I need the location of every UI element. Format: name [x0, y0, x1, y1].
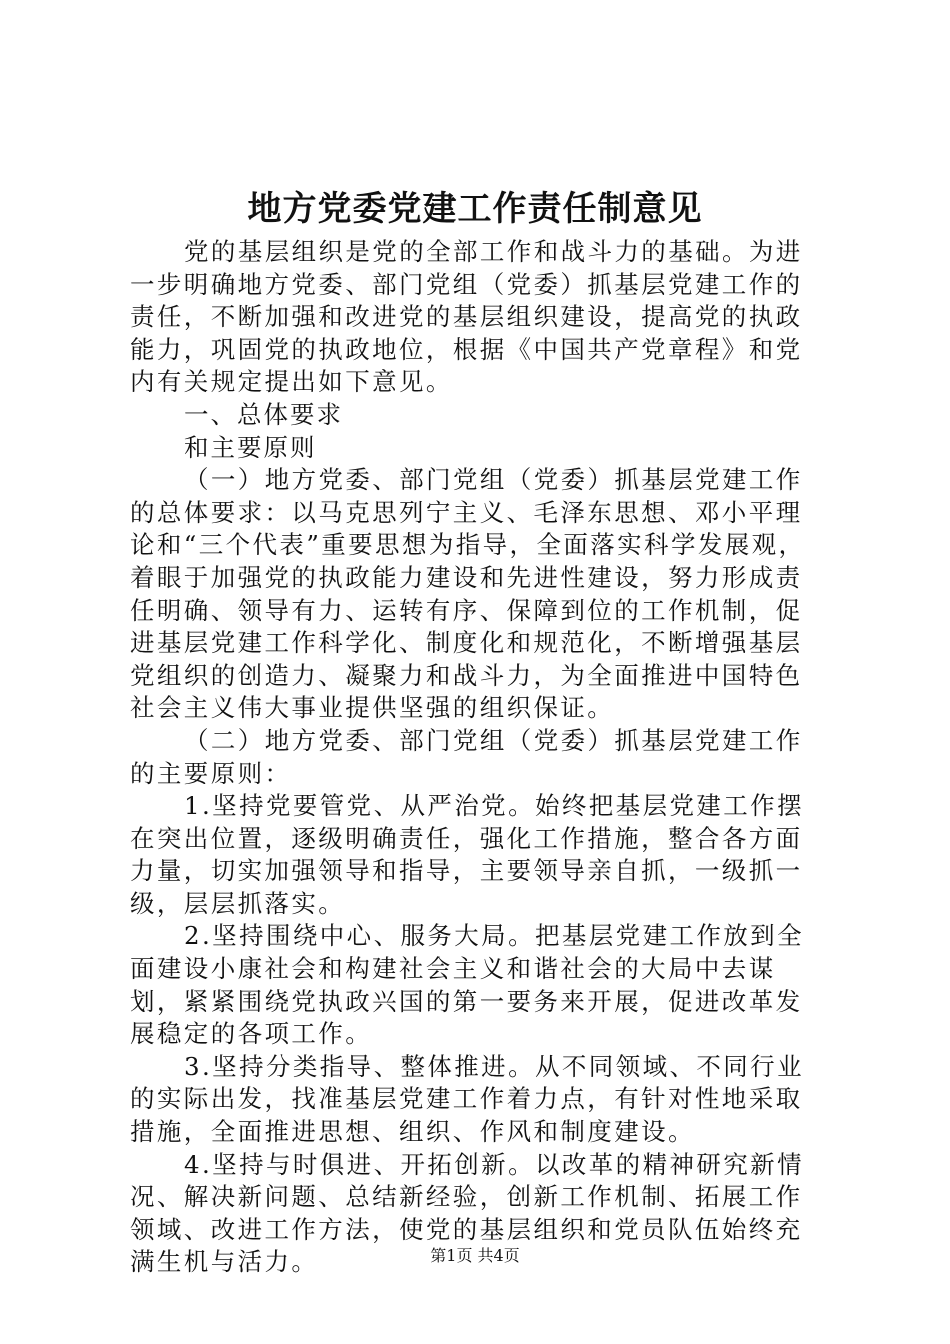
page-footer: 第1页 共4页 — [430, 1246, 520, 1265]
document-body — [130, 236, 826, 1279]
principle-item-2: 2.坚持围绕中心、服务大局。把基层党建工作放到全面建设小康社会和构建社会主义和谐社会的大局中去谋划，紧紧围绕党执政兴国的第一要务来开展，促进改革发展稳定的各项工作。 — [130, 921, 804, 1049]
section-heading: 一、总体要求 — [184, 399, 343, 429]
document-title: 地方党委党建工作责任制意见 — [247, 189, 703, 229]
general-requirements-paragraph: （一）地方党委、部门党组（党委）抓基层党建工作的总体要求：以马克思列宁主义、毛泽东思想、邓小平理论和“三个代表”重要思想为指导，全面落实科学发展观，着眼于加强党的执政能力建设和先进性建设，努力形成责任明确、领导有力、运转有序、保障到位的工作机制，促进基层党建工作科学化、制度化和规范化，不断增强基层党组织的创造力、凝聚力和战斗力，为全面推进中国特色社会主义伟大事业提供坚强的组织保证。 — [130, 465, 806, 723]
intro-paragraph: 党的基层组织是党的全部工作和战斗力的基础。为进一步明确地方党委、部门党组（党委）抓基层党建工作的责任，不断加强和改进党的基层组织建设，提高党的执政能力，巩固党的执政地位，根据《中国共产党章程》和党内有关规定提出如下意见。 — [130, 237, 803, 397]
principle-item-4: 4.坚持与时俱进、开拓创新。以改革的精神研究新情况、解决新问题、总结新经验，创新工作机制、拓展工作领域、改进工作方法，使党的基层组织和党员队伍始终充满生机与活力。 — [130, 1149, 804, 1277]
principle-item-3: 3.坚持分类指导、整体推进。从不同领域、不同行业的实际出发，找准基层党建工作着力点，有针对性地采取措施，全面推进思想、组织、作风和制度建设。 — [130, 1051, 804, 1147]
section-heading-continued: 和主要原则 — [184, 432, 317, 462]
principle-item-1: 1.坚持党要管党、从严治党。始终把基层党建工作摆在突出位置，逐级明确责任，强化工作措施，整合各方面力量，切实加强领导和指导，主要领导亲自抓，一级抓一级，层层抓落实。 — [130, 791, 804, 918]
main-principles-intro: （二）地方党委、部门党组（党委）抓基层党建工作的主要原则： — [130, 725, 803, 788]
